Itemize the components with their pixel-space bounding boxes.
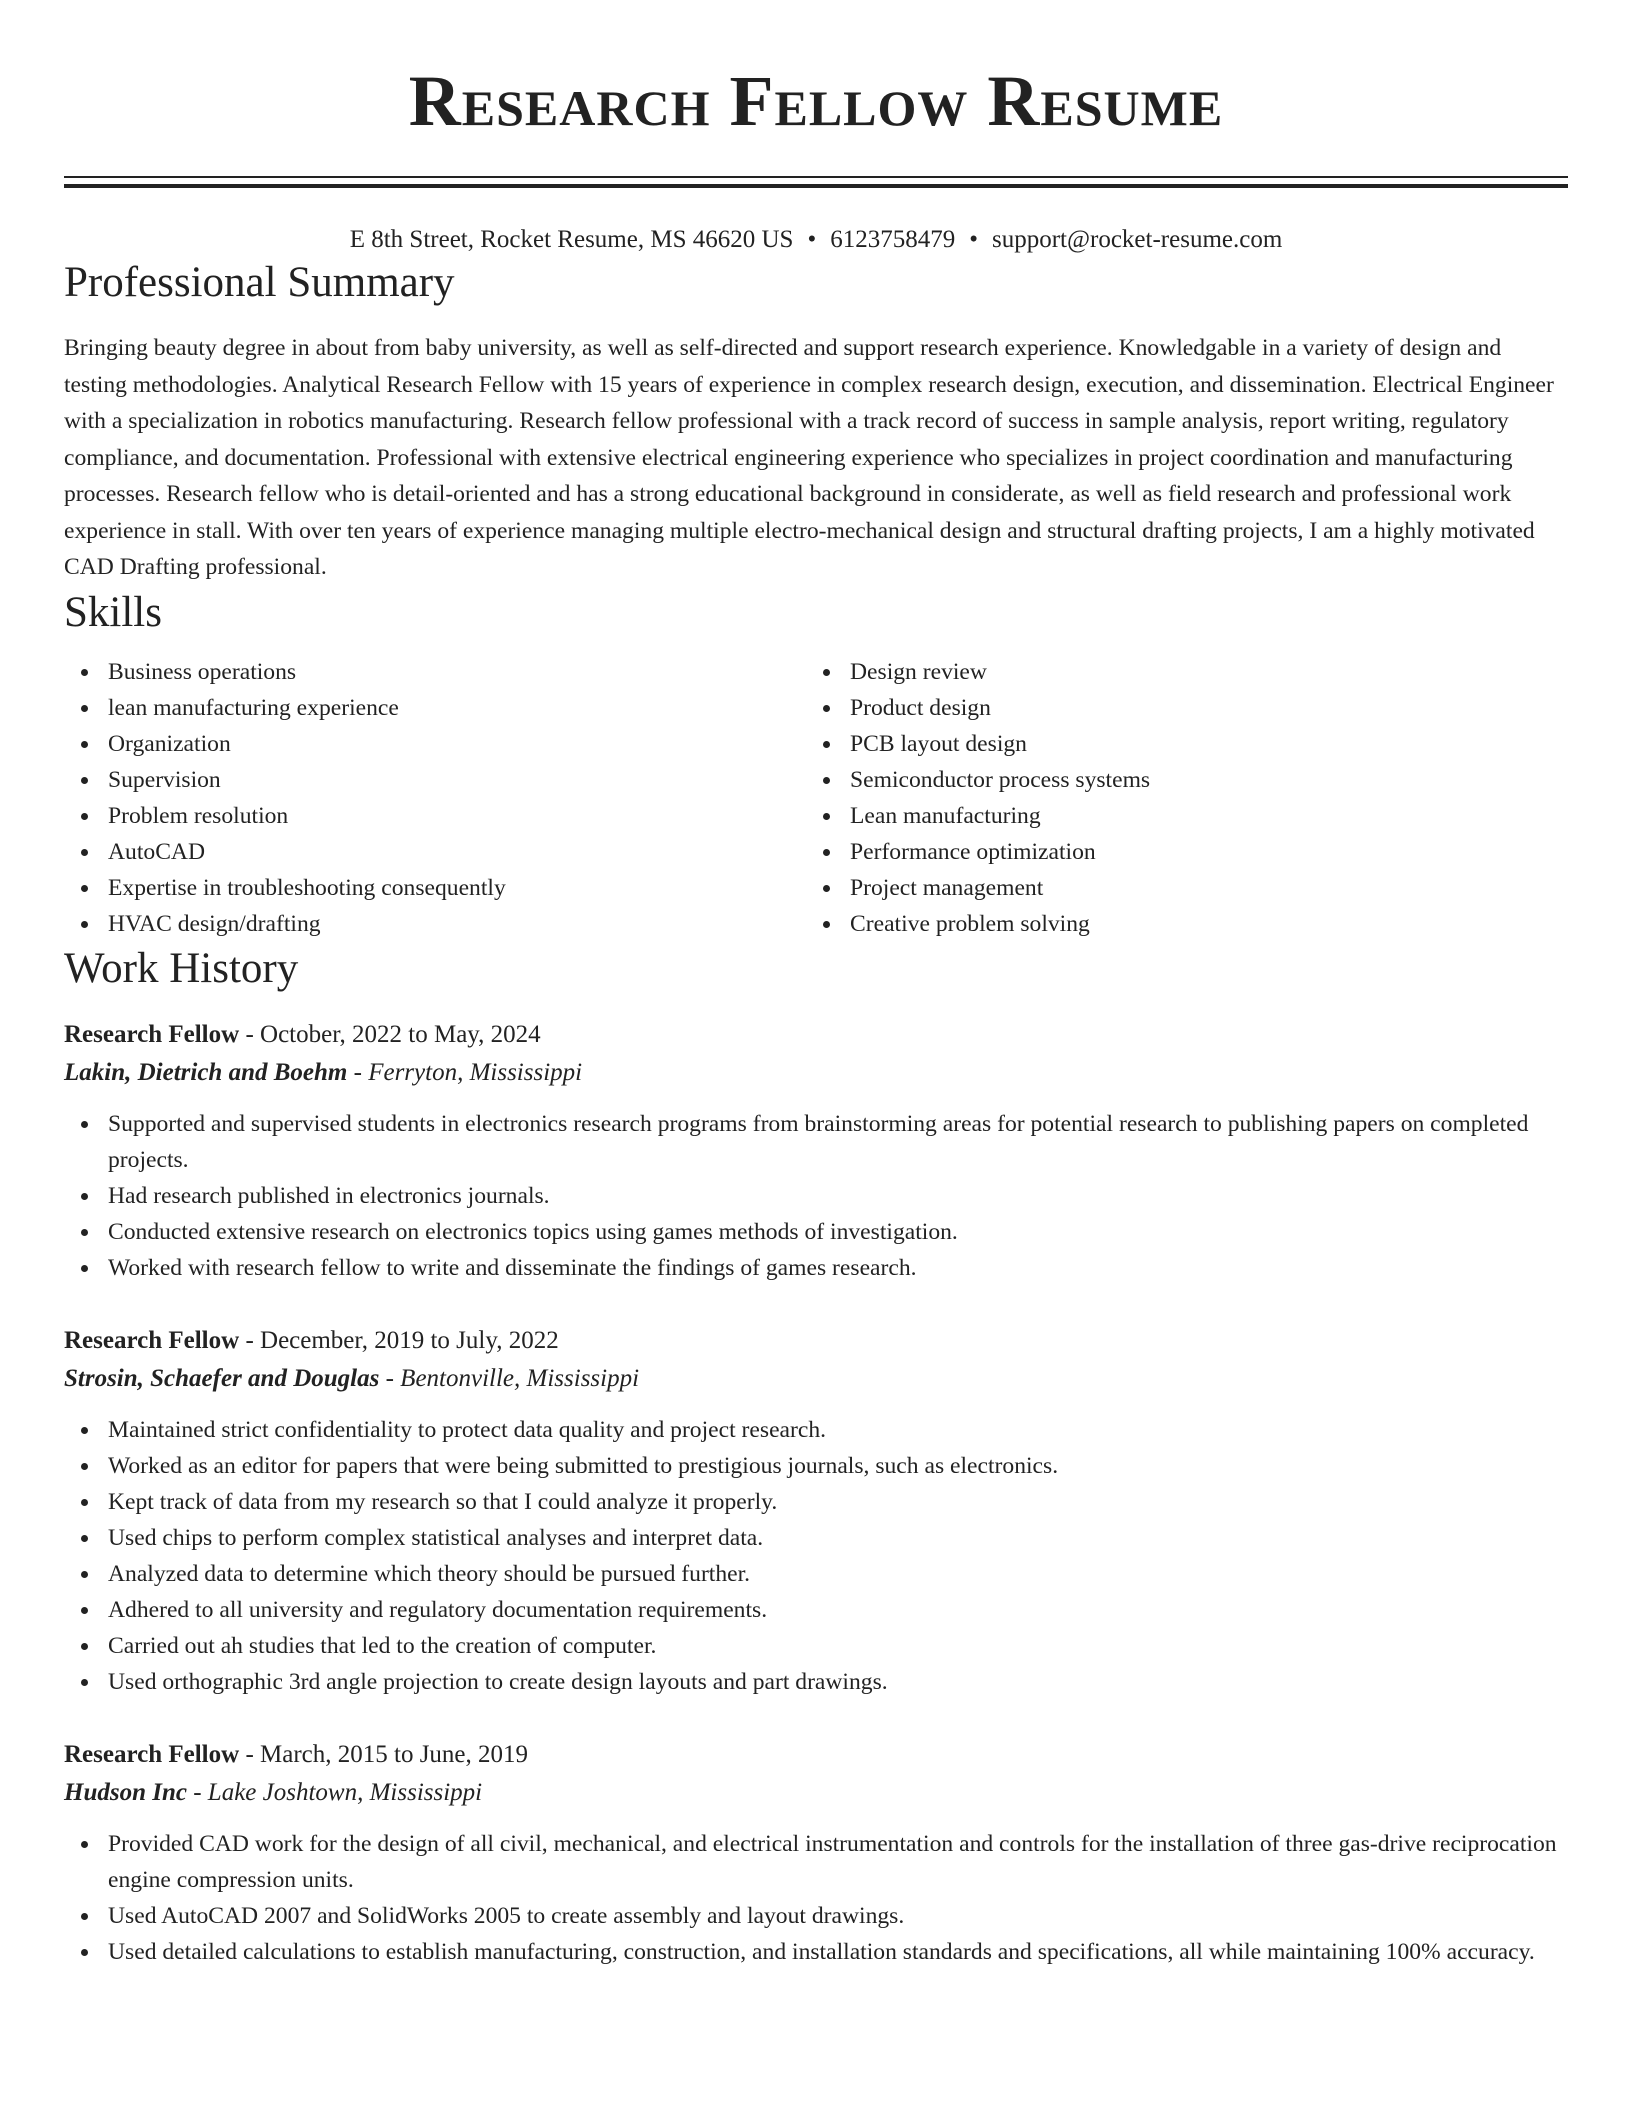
skill-item: HVAC design/drafting <box>64 906 806 942</box>
contact-separator: • <box>807 226 817 253</box>
job-bullet: Kept track of data from my research so that I could analyze it properly. <box>64 1484 1568 1520</box>
job-title: Research Fellow <box>64 1020 240 1048</box>
company-location: - Lake Joshtown, Mississippi <box>186 1778 483 1806</box>
skills-list <box>64 654 1568 942</box>
title-divider-thick <box>64 184 1568 188</box>
contact-address: E 8th Street, Rocket Resume, MS 46620 US <box>349 226 794 253</box>
skill-item: Project management <box>806 870 1548 906</box>
contact-line <box>64 224 1568 256</box>
company-name: Strosin, Schaefer and Douglas <box>64 1364 380 1392</box>
job-title-line <box>64 1322 1568 1360</box>
job-title-line <box>64 1016 1568 1054</box>
job-bullet: Used chips to perform complex statistical analyses and interpret data. <box>64 1520 1568 1556</box>
skill-item: AutoCAD <box>64 834 806 870</box>
job-bullet: Supported and supervised students in electronics research programs from brainstorming areas for potential research to publishing papers on completed projects. <box>64 1106 1568 1178</box>
job-title: Research Fellow <box>64 1740 240 1768</box>
skill-item: Performance optimization <box>806 834 1548 870</box>
job-bullet: Analyzed data to determine which theory should be pursued further. <box>64 1556 1568 1592</box>
job-bullet: Worked as an editor for papers that were being submitted to prestigious journals, such as electronics. <box>64 1448 1568 1484</box>
company-location: - Ferryton, Mississippi <box>347 1058 583 1086</box>
skill-item: Organization <box>64 726 806 762</box>
skill-item: Semiconductor process systems <box>806 762 1548 798</box>
skill-item: Lean manufacturing <box>806 798 1548 834</box>
job-bullets <box>64 1106 1568 1286</box>
skill-item: lean manufacturing experience <box>64 690 806 726</box>
skill-item: PCB layout design <box>806 726 1548 762</box>
title-divider-thin <box>64 176 1568 178</box>
job-bullet: Used orthographic 3rd angle projection to create design layouts and part drawings. <box>64 1664 1568 1700</box>
contact-email: support@rocket-resume.com <box>991 226 1283 253</box>
job-bullets <box>64 1826 1568 1970</box>
job-bullet: Used detailed calculations to establish manufacturing, construction, and installation standards and specifications, all while maintaining 100% accuracy. <box>64 1934 1568 1970</box>
job-entry <box>64 1736 1568 1970</box>
skill-item: Supervision <box>64 762 806 798</box>
skill-item: Creative problem solving <box>806 906 1548 942</box>
skill-item: Expertise in troubleshooting consequently <box>64 870 806 906</box>
job-bullet: Had research published in electronics journals. <box>64 1178 1568 1214</box>
company-line <box>64 1360 1568 1398</box>
skill-item: Business operations <box>64 654 806 690</box>
job-bullet: Carried out ah studies that led to the creation of computer. <box>64 1628 1568 1664</box>
job-dates: - October, 2022 to May, 2024 <box>239 1020 541 1048</box>
company-line <box>64 1054 1568 1092</box>
page-title: Research Fellow Resume <box>408 61 1224 141</box>
job-bullets <box>64 1412 1568 1700</box>
company-name: Hudson Inc <box>64 1778 187 1806</box>
job-dates: - March, 2015 to June, 2019 <box>239 1740 529 1768</box>
job-bullet: Worked with research fellow to write and disseminate the findings of games research. <box>64 1250 1568 1286</box>
company-name: Lakin, Dietrich and Boehm <box>64 1058 348 1086</box>
job-title: Research Fellow <box>64 1326 240 1354</box>
work-history-heading: Work History <box>64 944 299 992</box>
skill-item: Problem resolution <box>64 798 806 834</box>
job-bullet: Provided CAD work for the design of all civil, mechanical, and electrical instrumentation and controls for the installation of three gas-drive reciprocation engine compression units. <box>64 1826 1568 1898</box>
skills-column-right <box>806 654 1548 942</box>
company-location: - Bentonville, Mississippi <box>379 1364 640 1392</box>
summary-heading: Professional Summary <box>64 259 455 306</box>
contact-separator: • <box>969 226 978 253</box>
job-bullet: Used AutoCAD 2007 and SolidWorks 2005 to create assembly and layout drawings. <box>64 1898 1568 1934</box>
company-line <box>64 1774 1568 1812</box>
skills-column-left <box>64 654 806 942</box>
skill-item: Product design <box>806 690 1548 726</box>
job-title-line <box>64 1736 1568 1774</box>
summary-text: Bringing beauty degree in about from baby university, as well as self-directed and support research experience. Knowledgable in a variety of design and testing methodologies. Analytical Research Fellow with 15 years of experience in complex research design, execution, and dissemination. Electrical Engineer with a specialization in robotics manufacturing. Research fellow professional with a track record of success in sample analysis, report writing, regulatory compliance, and documentation. Professional with extensive electrical engineering experience who specializes in project coordination and manufacturing processes. Research fellow who is detail-oriented and has a strong educational background in considerate, as well as field research and professional work experience in stall. With over ten years of experience managing multiple electro-mechanical design and structural drafting projects, I am a highly motivated CAD Drafting professional. <box>64 335 1554 580</box>
job-dates: - December, 2019 to July, 2022 <box>239 1326 559 1354</box>
job-entry <box>64 1016 1568 1286</box>
contact-phone: 6123758479 <box>830 226 956 253</box>
skill-item: Design review <box>806 654 1548 690</box>
job-bullet: Conducted extensive research on electronics topics using games methods of investigation. <box>64 1214 1568 1250</box>
job-entry <box>64 1322 1568 1700</box>
job-bullet: Maintained strict confidentiality to protect data quality and project research. <box>64 1412 1568 1448</box>
job-bullet: Adhered to all university and regulatory documentation requirements. <box>64 1592 1568 1628</box>
skills-heading: Skills <box>64 588 162 636</box>
